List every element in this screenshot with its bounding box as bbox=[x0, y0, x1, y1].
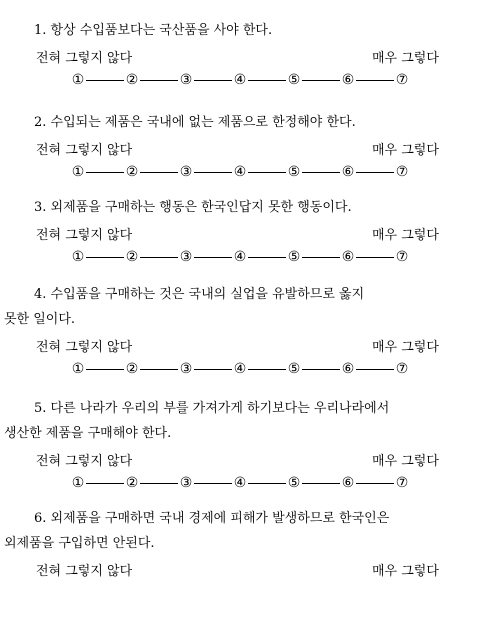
anchor-high: 매우 그렇다 bbox=[372, 340, 439, 355]
scale-option-3[interactable]: ③ bbox=[178, 69, 194, 91]
anchor-high: 매우 그렇다 bbox=[372, 454, 439, 469]
question-text-line-2: 못한 일이다. bbox=[4, 312, 76, 327]
question-text bbox=[0, 282, 483, 332]
question-4 bbox=[0, 282, 483, 380]
question-text-line-1: 5. 다른 나라가 우리의 부를 가져가게 하기보다는 우리나라에서 bbox=[34, 401, 390, 416]
question-text-line-2: 외제품을 구입하면 안된다. bbox=[4, 536, 155, 551]
anchor-low: 전혀 그렇지 않다 bbox=[36, 143, 133, 158]
anchor-high: 매우 그렇다 bbox=[372, 51, 439, 66]
scale-option-7[interactable]: ⑦ bbox=[394, 161, 410, 183]
anchor-low: 전혀 그렇지 않다 bbox=[36, 454, 133, 469]
scale-option-6[interactable]: ⑥ bbox=[340, 358, 356, 380]
scale-option-5[interactable]: ⑤ bbox=[286, 358, 302, 380]
question-text bbox=[0, 396, 483, 446]
likert-scale bbox=[70, 246, 410, 268]
scale-option-4[interactable]: ④ bbox=[232, 472, 248, 494]
question-text: 2. 수입되는 제품은 국내에 없는 제품으로 한정해야 한다. bbox=[34, 115, 356, 130]
scale-anchors bbox=[0, 43, 483, 69]
anchor-high: 매우 그렇다 bbox=[372, 228, 439, 243]
scale-option-3[interactable]: ③ bbox=[178, 472, 194, 494]
question-1 bbox=[0, 18, 483, 91]
scale-option-2[interactable]: ② bbox=[124, 246, 140, 268]
anchor-low: 전혀 그렇지 않다 bbox=[36, 51, 133, 66]
scale-anchors bbox=[0, 220, 483, 246]
scale-option-1[interactable]: ① bbox=[70, 472, 86, 494]
scale-option-7[interactable]: ⑦ bbox=[394, 472, 410, 494]
scale-option-4[interactable]: ④ bbox=[232, 69, 248, 91]
scale-anchors bbox=[0, 446, 483, 472]
likert-scale bbox=[70, 358, 410, 380]
scale-anchors bbox=[0, 556, 483, 582]
scale-option-3[interactable]: ③ bbox=[178, 358, 194, 380]
scale-option-1[interactable]: ① bbox=[70, 161, 86, 183]
anchor-low: 전혀 그렇지 않다 bbox=[36, 340, 133, 355]
scale-option-2[interactable]: ② bbox=[124, 161, 140, 183]
anchor-high: 매우 그렇다 bbox=[372, 564, 439, 579]
scale-option-2[interactable]: ② bbox=[124, 358, 140, 380]
scale-option-3[interactable]: ③ bbox=[178, 246, 194, 268]
scale-option-5[interactable]: ⑤ bbox=[286, 246, 302, 268]
scale-option-1[interactable]: ① bbox=[70, 69, 86, 91]
anchor-low: 전혀 그렇지 않다 bbox=[36, 564, 133, 579]
scale-option-4[interactable]: ④ bbox=[232, 358, 248, 380]
scale-option-6[interactable]: ⑥ bbox=[340, 161, 356, 183]
scale-option-4[interactable]: ④ bbox=[232, 161, 248, 183]
likert-scale bbox=[70, 69, 410, 91]
scale-option-2[interactable]: ② bbox=[124, 472, 140, 494]
scale-option-7[interactable]: ⑦ bbox=[394, 358, 410, 380]
scale-option-5[interactable]: ⑤ bbox=[286, 472, 302, 494]
scale-option-5[interactable]: ⑤ bbox=[286, 161, 302, 183]
scale-option-6[interactable]: ⑥ bbox=[340, 472, 356, 494]
scale-option-1[interactable]: ① bbox=[70, 358, 86, 380]
question-text: 3. 외제품을 구매하는 행동은 한국인답지 못한 행동이다. bbox=[34, 200, 352, 215]
question-6 bbox=[0, 506, 483, 582]
question-2 bbox=[0, 110, 483, 183]
anchor-low: 전혀 그렇지 않다 bbox=[36, 228, 133, 243]
question-text-line-2: 생산한 제품을 구매해야 한다. bbox=[4, 426, 172, 441]
scale-option-1[interactable]: ① bbox=[70, 246, 86, 268]
scale-option-5[interactable]: ⑤ bbox=[286, 69, 302, 91]
question-text-line-1: 6. 외제품을 구매하면 국내 경제에 피해가 발생하므로 한국인은 bbox=[34, 511, 390, 526]
question-3 bbox=[0, 195, 483, 268]
question-text-line-1: 4. 수입품을 구매하는 것은 국내의 실업을 유발하므로 옳지 bbox=[34, 287, 365, 302]
scale-option-7[interactable]: ⑦ bbox=[394, 69, 410, 91]
question-text bbox=[0, 506, 483, 556]
scale-anchors bbox=[0, 332, 483, 358]
question-text: 1. 항상 수입품보다는 국산품을 사야 한다. bbox=[34, 23, 273, 38]
scale-anchors bbox=[0, 135, 483, 161]
likert-scale bbox=[70, 161, 410, 183]
scale-option-6[interactable]: ⑥ bbox=[340, 246, 356, 268]
anchor-high: 매우 그렇다 bbox=[372, 143, 439, 158]
question-5 bbox=[0, 396, 483, 494]
scale-option-6[interactable]: ⑥ bbox=[340, 69, 356, 91]
scale-option-4[interactable]: ④ bbox=[232, 246, 248, 268]
scale-option-2[interactable]: ② bbox=[124, 69, 140, 91]
likert-scale bbox=[70, 472, 410, 494]
scale-option-7[interactable]: ⑦ bbox=[394, 246, 410, 268]
scale-option-3[interactable]: ③ bbox=[178, 161, 194, 183]
